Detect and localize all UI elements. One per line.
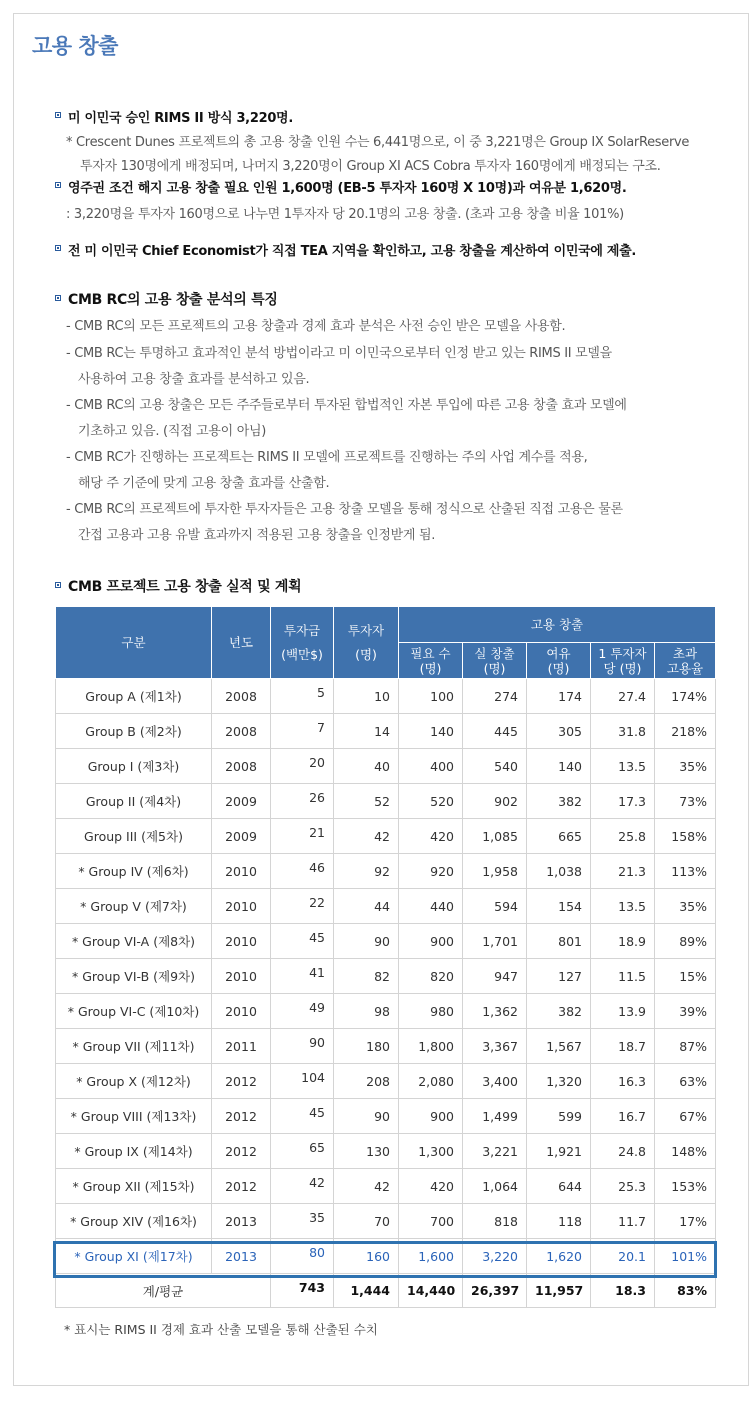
cell-required: 980 bbox=[399, 994, 463, 1029]
cell-excess: 63% bbox=[655, 1064, 716, 1099]
cell-amount: 49 bbox=[271, 994, 334, 1029]
cell-excess: 148% bbox=[655, 1134, 716, 1169]
cell-surplus: 599 bbox=[527, 1099, 591, 1134]
cell-year: 2012 bbox=[212, 1169, 271, 1204]
header-excess bbox=[655, 643, 716, 679]
cell-year: 2013 bbox=[212, 1239, 271, 1274]
header-investors-label: 투자자 bbox=[347, 623, 385, 638]
table-row bbox=[56, 994, 716, 1029]
intro-item-1-note-1: * Crescent Dunes 프로젝트의 총 고용 창출 인원 수는 6,441명으로, 이 중 3,221명은 Group IX SolarReserve bbox=[66, 135, 690, 150]
cell-group: * Group XI (제17차) bbox=[56, 1239, 212, 1274]
cell-required: 1,800 bbox=[399, 1029, 463, 1064]
table-heading: CMB 프로젝트 고용 창출 실적 및 계획 bbox=[68, 579, 302, 595]
header-per-investor bbox=[591, 643, 655, 679]
header-excess-unit: 고용율 bbox=[666, 660, 704, 676]
cell-year: 2010 bbox=[212, 889, 271, 924]
cell-actual: 3,400 bbox=[463, 1064, 527, 1099]
cell-investors: 98 bbox=[334, 994, 399, 1029]
features-line: - CMB RC의 모든 프로젝트의 고용 창출과 경제 효과 분석은 사전 승인 받은 모델을 사용함. bbox=[66, 319, 566, 334]
cell-investors: 180 bbox=[334, 1029, 399, 1064]
page-title: 고용 창출 bbox=[32, 34, 118, 58]
cell-per: 21.3 bbox=[591, 854, 655, 889]
cell-amount: 80 bbox=[271, 1239, 334, 1274]
cell-group: * Group VI-B (제9차) bbox=[56, 959, 212, 994]
cell-group: * Group VIII (제13차) bbox=[56, 1099, 212, 1134]
cell-per: 13.5 bbox=[591, 749, 655, 784]
cell-actual: 1,499 bbox=[463, 1099, 527, 1134]
cell-amount: 22 bbox=[271, 889, 334, 924]
cell-amount: 42 bbox=[271, 1169, 334, 1204]
cell-group: * Group X (제12차) bbox=[56, 1064, 212, 1099]
cell-per: 11.7 bbox=[591, 1204, 655, 1239]
cell-per: 24.8 bbox=[591, 1134, 655, 1169]
cell-year: 2011 bbox=[212, 1029, 271, 1064]
cell-excess: 113% bbox=[655, 854, 716, 889]
cell-investors: 130 bbox=[334, 1134, 399, 1169]
cell-per: 27.4 bbox=[591, 679, 655, 714]
cell-per: 13.5 bbox=[591, 889, 655, 924]
cell-total-excess: 83% bbox=[655, 1274, 716, 1308]
cell-total-amount: 743 bbox=[271, 1274, 334, 1308]
header-amount bbox=[271, 607, 334, 679]
cell-year: 2013 bbox=[212, 1204, 271, 1239]
cell-year: 2010 bbox=[212, 854, 271, 889]
cell-surplus: 382 bbox=[527, 784, 591, 819]
table-row bbox=[56, 959, 716, 994]
features-heading: CMB RC의 고용 창출 분석의 특징 bbox=[68, 292, 278, 308]
cell-year: 2010 bbox=[212, 959, 271, 994]
table-row bbox=[56, 749, 716, 784]
cell-excess: 35% bbox=[655, 889, 716, 924]
bullet-icon bbox=[55, 582, 61, 588]
cell-actual: 1,085 bbox=[463, 819, 527, 854]
cell-excess: 67% bbox=[655, 1099, 716, 1134]
table-body bbox=[56, 679, 716, 1308]
cell-required: 700 bbox=[399, 1204, 463, 1239]
bullet-icon bbox=[55, 245, 61, 251]
header-required-unit: (명) bbox=[419, 660, 442, 676]
cell-excess: 35% bbox=[655, 749, 716, 784]
cell-total-actual: 26,397 bbox=[463, 1274, 527, 1308]
cell-investors: 90 bbox=[334, 924, 399, 959]
cell-required: 1,600 bbox=[399, 1239, 463, 1274]
cell-group: Group III (제5차) bbox=[56, 819, 212, 854]
cell-group: Group A (제1차) bbox=[56, 679, 212, 714]
cell-investors: 14 bbox=[334, 714, 399, 749]
intro-item-3: 전 미 이민국 Chief Economist가 직접 TEA 지역을 확인하고, 고용 창출을 계산하여 이민국에 제출. bbox=[68, 244, 637, 259]
cell-per: 20.1 bbox=[591, 1239, 655, 1274]
cell-required: 140 bbox=[399, 714, 463, 749]
table-row bbox=[56, 784, 716, 819]
cell-group: * Group IX (제14차) bbox=[56, 1134, 212, 1169]
cell-actual: 540 bbox=[463, 749, 527, 784]
intro-item-1-note-2: 투자자 130명에게 배정되며, 나머지 3,220명이 Group XI ACS Cobra 투자자 160명에게 배정되는 구조. bbox=[80, 159, 661, 174]
cell-required: 100 bbox=[399, 679, 463, 714]
table-row bbox=[56, 714, 716, 749]
cell-excess: 158% bbox=[655, 819, 716, 854]
table-row bbox=[56, 1029, 716, 1064]
cell-amount: 45 bbox=[271, 1099, 334, 1134]
header-amount-unit: (백만$) bbox=[281, 647, 323, 662]
features-line: - CMB RC의 프로젝트에 투자한 투자자들은 고용 창출 모델을 통해 정식으로 산출된 직접 고용은 물론 bbox=[66, 502, 623, 517]
cell-excess: 101% bbox=[655, 1239, 716, 1274]
cell-actual: 947 bbox=[463, 959, 527, 994]
cell-surplus: 801 bbox=[527, 924, 591, 959]
cell-group: * Group VI-A (제8차) bbox=[56, 924, 212, 959]
header-surplus-label: 여유 bbox=[546, 645, 571, 661]
table-total-row bbox=[56, 1274, 716, 1308]
cell-actual: 818 bbox=[463, 1204, 527, 1239]
features-line: 기초하고 있음. (직접 고용이 아님) bbox=[78, 424, 267, 439]
cell-total-investors: 1,444 bbox=[334, 1274, 399, 1308]
table-row bbox=[56, 924, 716, 959]
header-excess-label: 초과 bbox=[672, 645, 698, 661]
cell-excess: 39% bbox=[655, 994, 716, 1029]
header-required bbox=[399, 643, 463, 679]
table-footnote: * 표시는 RIMS II 경제 효과 산출 모델을 통해 산출된 수치 bbox=[64, 1322, 378, 1337]
cell-investors: 70 bbox=[334, 1204, 399, 1239]
cell-actual: 1,701 bbox=[463, 924, 527, 959]
header-group: 구분 bbox=[56, 607, 212, 679]
cell-required: 400 bbox=[399, 749, 463, 784]
cell-surplus: 118 bbox=[527, 1204, 591, 1239]
cell-investors: 40 bbox=[334, 749, 399, 784]
header-actual bbox=[463, 643, 527, 679]
cell-investors: 208 bbox=[334, 1064, 399, 1099]
header-amount-label: 투자금 bbox=[283, 623, 321, 638]
cell-group: * Group V (제7차) bbox=[56, 889, 212, 924]
cell-group: Group II (제4차) bbox=[56, 784, 212, 819]
header-surplus-unit: (명) bbox=[547, 660, 570, 676]
cell-year: 2008 bbox=[212, 714, 271, 749]
cell-year: 2010 bbox=[212, 994, 271, 1029]
cell-excess: 153% bbox=[655, 1169, 716, 1204]
cell-actual: 3,367 bbox=[463, 1029, 527, 1064]
table-header-row bbox=[56, 607, 716, 643]
cell-required: 1,300 bbox=[399, 1134, 463, 1169]
header-required-label: 필요 수 bbox=[410, 645, 451, 661]
table-row bbox=[56, 819, 716, 854]
cell-excess: 174% bbox=[655, 679, 716, 714]
cell-required: 440 bbox=[399, 889, 463, 924]
cell-group: Group B (제2차) bbox=[56, 714, 212, 749]
cell-year: 2012 bbox=[212, 1134, 271, 1169]
cell-actual: 3,220 bbox=[463, 1239, 527, 1274]
header-actual-label: 실 창출 bbox=[474, 645, 515, 661]
cell-amount: 35 bbox=[271, 1204, 334, 1239]
cell-required: 420 bbox=[399, 1169, 463, 1204]
cell-excess: 15% bbox=[655, 959, 716, 994]
cell-required: 900 bbox=[399, 1099, 463, 1134]
header-jobs: 고용 창출 bbox=[399, 607, 716, 643]
table-row bbox=[56, 679, 716, 714]
cell-year: 2010 bbox=[212, 924, 271, 959]
cell-amount: 21 bbox=[271, 819, 334, 854]
intro-item-2: 영주권 조건 해지 고용 창출 필요 인원 1,600명 (EB-5 투자자 160명 X 10명)과 여유분 1,620명. bbox=[68, 181, 627, 196]
cell-required: 820 bbox=[399, 959, 463, 994]
cell-actual: 274 bbox=[463, 679, 527, 714]
cell-required: 2,080 bbox=[399, 1064, 463, 1099]
cell-amount: 5 bbox=[271, 679, 334, 714]
table-row bbox=[56, 854, 716, 889]
bullet-icon bbox=[55, 112, 61, 118]
cell-required: 520 bbox=[399, 784, 463, 819]
cell-investors: 42 bbox=[334, 1169, 399, 1204]
cell-amount: 26 bbox=[271, 784, 334, 819]
cell-required: 920 bbox=[399, 854, 463, 889]
jobs-table bbox=[55, 606, 716, 1308]
cell-surplus: 665 bbox=[527, 819, 591, 854]
cell-excess: 87% bbox=[655, 1029, 716, 1064]
cell-actual: 3,221 bbox=[463, 1134, 527, 1169]
table-row bbox=[56, 1239, 716, 1274]
cell-per: 18.7 bbox=[591, 1029, 655, 1064]
features-line: - CMB RC의 고용 창출은 모든 주주들로부터 투자된 합법적인 자본 투입에 따른 고용 창출 효과 모델에 bbox=[66, 398, 627, 413]
cell-total-surplus: 11,957 bbox=[527, 1274, 591, 1308]
features-line: - CMB RC가 진행하는 프로젝트는 RIMS II 모델에 프로젝트를 진행하는 주의 사업 계수를 적용, bbox=[66, 450, 588, 465]
cell-per: 16.3 bbox=[591, 1064, 655, 1099]
cell-total-required: 14,440 bbox=[399, 1274, 463, 1308]
cell-year: 2008 bbox=[212, 679, 271, 714]
cell-per: 13.9 bbox=[591, 994, 655, 1029]
table-row bbox=[56, 1134, 716, 1169]
cell-investors: 160 bbox=[334, 1239, 399, 1274]
cell-investors: 92 bbox=[334, 854, 399, 889]
features-line: 사용하여 고용 창출 효과를 분석하고 있음. bbox=[78, 372, 310, 387]
cell-investors: 52 bbox=[334, 784, 399, 819]
cell-actual: 594 bbox=[463, 889, 527, 924]
cell-group: * Group VI-C (제10차) bbox=[56, 994, 212, 1029]
cell-surplus: 154 bbox=[527, 889, 591, 924]
header-per-investor-label: 1 투자자 bbox=[598, 645, 647, 661]
cell-year: 2008 bbox=[212, 749, 271, 784]
cell-surplus: 174 bbox=[527, 679, 591, 714]
cell-year: 2012 bbox=[212, 1064, 271, 1099]
cell-group: Group I (제3차) bbox=[56, 749, 212, 784]
cell-excess: 218% bbox=[655, 714, 716, 749]
cell-year: 2009 bbox=[212, 819, 271, 854]
header-per-investor-unit: 당 (명) bbox=[603, 660, 642, 676]
cell-actual: 1,958 bbox=[463, 854, 527, 889]
table-row bbox=[56, 1099, 716, 1134]
table-row bbox=[56, 1204, 716, 1239]
cell-amount: 7 bbox=[271, 714, 334, 749]
table-row bbox=[56, 1169, 716, 1204]
cell-group: * Group IV (제6차) bbox=[56, 854, 212, 889]
cell-amount: 20 bbox=[271, 749, 334, 784]
bullet-icon bbox=[55, 295, 61, 301]
cell-investors: 82 bbox=[334, 959, 399, 994]
cell-total-label: 계/평균 bbox=[56, 1274, 271, 1308]
cell-surplus: 1,921 bbox=[527, 1134, 591, 1169]
cell-surplus: 1,320 bbox=[527, 1064, 591, 1099]
cell-surplus: 140 bbox=[527, 749, 591, 784]
cell-total-per: 18.3 bbox=[591, 1274, 655, 1308]
cell-required: 900 bbox=[399, 924, 463, 959]
features-line: 간접 고용과 고용 유발 효과까지 적용된 고용 창출을 인정받게 됨. bbox=[78, 528, 436, 543]
features-line: - CMB RC는 투명하고 효과적인 분석 방법이라고 미 이민국으로부터 인정 받고 있는 RIMS II 모델을 bbox=[66, 346, 612, 361]
header-investors-unit: (명) bbox=[355, 647, 377, 662]
table-row bbox=[56, 889, 716, 924]
cell-per: 25.3 bbox=[591, 1169, 655, 1204]
cell-year: 2009 bbox=[212, 784, 271, 819]
cell-investors: 42 bbox=[334, 819, 399, 854]
cell-amount: 65 bbox=[271, 1134, 334, 1169]
cell-investors: 90 bbox=[334, 1099, 399, 1134]
cell-investors: 10 bbox=[334, 679, 399, 714]
cell-amount: 46 bbox=[271, 854, 334, 889]
cell-group: * Group XII (제15차) bbox=[56, 1169, 212, 1204]
cell-surplus: 127 bbox=[527, 959, 591, 994]
cell-surplus: 305 bbox=[527, 714, 591, 749]
cell-investors: 44 bbox=[334, 889, 399, 924]
cell-per: 11.5 bbox=[591, 959, 655, 994]
cell-surplus: 1,620 bbox=[527, 1239, 591, 1274]
cell-amount: 41 bbox=[271, 959, 334, 994]
cell-surplus: 644 bbox=[527, 1169, 591, 1204]
cell-per: 17.3 bbox=[591, 784, 655, 819]
cell-actual: 1,362 bbox=[463, 994, 527, 1029]
cell-year: 2012 bbox=[212, 1099, 271, 1134]
header-actual-unit: (명) bbox=[483, 660, 506, 676]
intro-item-1: 미 이민국 승인 RIMS II 방식 3,220명. bbox=[68, 111, 293, 126]
cell-excess: 89% bbox=[655, 924, 716, 959]
cell-actual: 445 bbox=[463, 714, 527, 749]
cell-required: 420 bbox=[399, 819, 463, 854]
cell-actual: 1,064 bbox=[463, 1169, 527, 1204]
bullet-icon bbox=[55, 182, 61, 188]
cell-per: 31.8 bbox=[591, 714, 655, 749]
cell-actual: 902 bbox=[463, 784, 527, 819]
intro-item-2-note: : 3,220명을 투자자 160명으로 나누면 1투자자 당 20.1명의 고용 창출. (초과 고용 창출 비율 101%) bbox=[66, 207, 624, 222]
cell-surplus: 1,038 bbox=[527, 854, 591, 889]
cell-surplus: 1,567 bbox=[527, 1029, 591, 1064]
cell-excess: 73% bbox=[655, 784, 716, 819]
cell-amount: 45 bbox=[271, 924, 334, 959]
cell-per: 18.9 bbox=[591, 924, 655, 959]
cell-per: 25.8 bbox=[591, 819, 655, 854]
cell-group: * Group VII (제11차) bbox=[56, 1029, 212, 1064]
cell-per: 16.7 bbox=[591, 1099, 655, 1134]
table-row bbox=[56, 1064, 716, 1099]
cell-group: * Group XIV (제16차) bbox=[56, 1204, 212, 1239]
header-year: 년도 bbox=[212, 607, 271, 679]
header-investors bbox=[334, 607, 399, 679]
features-line: 해당 주 기준에 맞게 고용 창출 효과를 산출함. bbox=[78, 476, 330, 491]
cell-amount: 104 bbox=[271, 1064, 334, 1099]
cell-excess: 17% bbox=[655, 1204, 716, 1239]
header-surplus bbox=[527, 643, 591, 679]
cell-amount: 90 bbox=[271, 1029, 334, 1064]
cell-surplus: 382 bbox=[527, 994, 591, 1029]
